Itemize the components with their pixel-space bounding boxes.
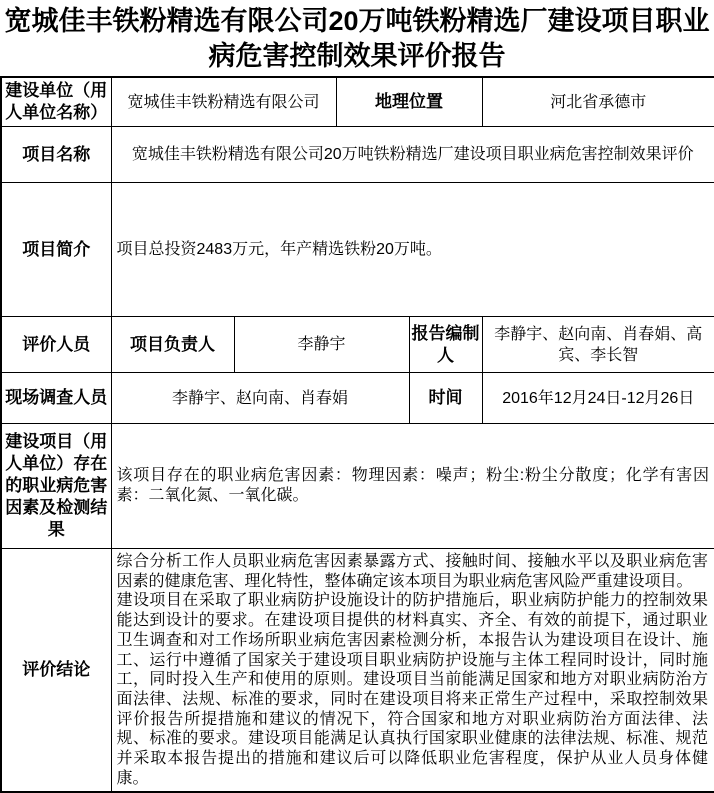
project-leader-value: 李静宇: [234, 317, 409, 373]
conclusion-paragraph-1: 综合分析工作人员职业病危害因素暴露方式、接触时间、接触水平以及职业病危害因素的健康危害、理化特性，整体确定该本项目为职业病危害风险严重建设项目。: [116, 553, 709, 590]
location-label: 地理位置: [336, 77, 482, 127]
time-value: 2016年12月24日-12月26日: [482, 373, 714, 424]
conclusion-label: 评价结论: [1, 549, 111, 793]
row-construction-unit: [1, 77, 714, 127]
row-conclusion: [1, 549, 714, 793]
report-authors-value: 李静宇、赵向南、肖春娟、高宾、李长智: [482, 317, 714, 373]
row-project-intro: [1, 183, 714, 317]
row-site-survey: [1, 373, 714, 424]
evaluators-label: 评价人员: [1, 317, 111, 373]
project-name-label: 项目名称: [1, 127, 111, 183]
location-value: 河北省承德市: [482, 77, 714, 127]
row-hazards: [1, 424, 714, 549]
hazards-label: 建设项目（用人单位）存在的职业病危害因素及检测结果: [1, 424, 111, 549]
page-title: 宽城佳丰铁粉精选有限公司20万吨铁粉精选厂建设项目职业病危害控制效果评价报告: [4, 6, 710, 71]
project-name-value: 宽城佳丰铁粉精选有限公司20万吨铁粉精选厂建设项目职业病危害控制效果评价: [111, 127, 714, 183]
construction-unit-value: 宽城佳丰铁粉精选有限公司: [111, 77, 336, 127]
site-survey-value: 李静宇、赵向南、肖春娟: [111, 373, 409, 424]
project-intro-label: 项目简介: [1, 183, 111, 317]
row-project-name: [1, 127, 714, 183]
time-label: 时间: [409, 373, 482, 424]
project-intro-value: 项目总投资2483万元，年产精选铁粉20万吨。: [111, 183, 714, 317]
conclusion-paragraph-2: 建设项目在采取了职业病防护设施设计的防护措施后，职业病防护能力的控制效果能达到设计的要求。在建设项目提供的材料真实、齐全、有效的前提下，通过职业卫生调查和对工作场所职业病危害因素检测分析，本报告认为建设项目在设计、施工、运行中遵循了国家关于建设项目职业病防护设施与主体工程同时设计，同时施工，同时投入生产和使用的原则。建设项目当前能满足国家和地方对职业病防治方面法律、法规、标准的要求，同时在建设项目将来正常生产过程中，采取控制效果评价报告所提措施和建议的情况下，符合国家和地方对职业病防治方面法律、法规、标准的要求。建设项目能满足认真执行国家职业健康的法律法规、标准、规范并采取本报告提出的措施和建议后可以降低职业危害程度，保护从业人员身体健康。: [116, 592, 709, 787]
report-info-table: [0, 76, 714, 793]
hazards-value: 该项目存在的职业病危害因素：物理因素：噪声；粉尘:粉尘分散度；化学有害因素：二氧化氮、一氧化碳。: [111, 424, 714, 549]
construction-unit-label: 建设单位（用人单位名称）: [1, 77, 111, 127]
conclusion-value: [111, 549, 714, 793]
row-evaluators: [1, 317, 714, 373]
site-survey-label: 现场调查人员: [1, 373, 111, 424]
project-leader-label: 项目负责人: [111, 317, 234, 373]
report-authors-label: 报告编制人: [409, 317, 482, 373]
